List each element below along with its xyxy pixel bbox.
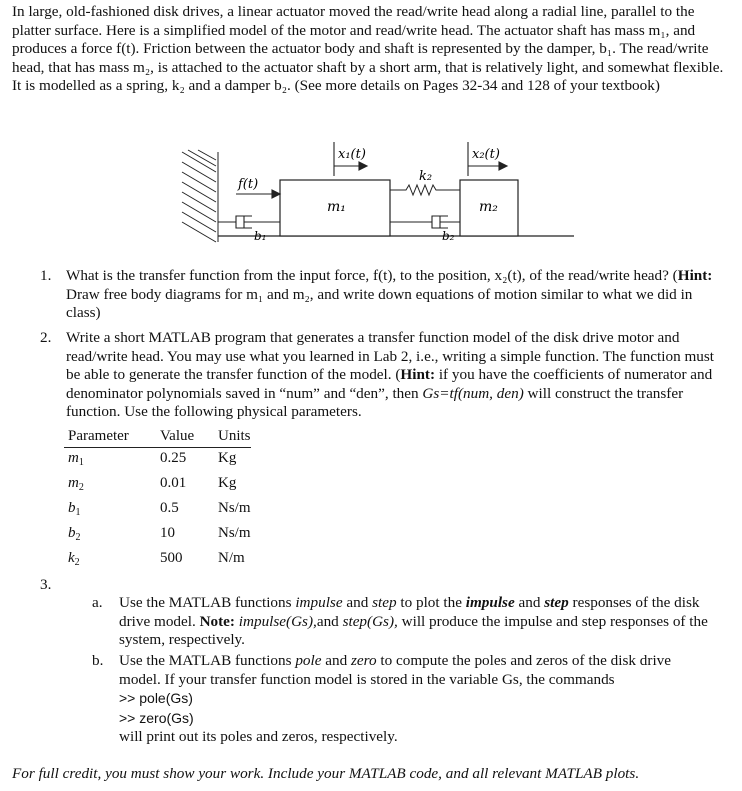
header-parameter: Parameter — [64, 428, 160, 448]
parameters-table — [64, 428, 251, 573]
label-m1: m₁ — [327, 199, 346, 215]
table-row — [64, 523, 251, 548]
q3a-t3: responses of the disk drive model. — [119, 594, 700, 630]
units-cell: Ns/m — [218, 525, 251, 541]
param-cell: $b_2$ — [68, 525, 81, 543]
param-cell: $m_2$ — [68, 475, 84, 493]
units-cell: N/m — [218, 550, 245, 566]
q1-text-b: Draw free body diagrams for m₁ and m₂, and write down equations of motion similar to what we did in class) — [66, 285, 693, 322]
wall-hatch-icon — [182, 150, 218, 242]
value-cell: 0.5 — [160, 500, 179, 516]
q3b-zero: zero — [351, 652, 377, 669]
q3b-t2: to compute the poles and zeros of the disk drive model. If your transfer function model is stored in the variable Gs, the commands — [119, 652, 672, 688]
value-cell: 500 — [160, 550, 183, 566]
q3a-and2: and — [514, 594, 545, 611]
label-force: f(t) — [238, 177, 259, 192]
q3a-step: step — [372, 594, 397, 611]
mechanical-diagram — [178, 138, 578, 248]
q1-text-a: What is the transfer function from the input force, f(t), to the position, x₂(t), of the read/write head? ( — [66, 267, 678, 284]
label-k2: k₂ — [419, 169, 433, 184]
question-2-number: 2. — [40, 329, 52, 346]
question-3a — [92, 594, 712, 650]
q3a-code1: impulse(Gs), — [238, 612, 317, 630]
q2-hint: Hint: — [400, 366, 436, 384]
q3a-and1: and — [342, 594, 373, 611]
q2-code: Gs=tf(num, den) — [422, 384, 524, 402]
q3b-letter: b. — [92, 652, 104, 669]
q3a-text — [119, 594, 712, 650]
table-row — [64, 498, 251, 523]
question-1-number: 1. — [40, 267, 52, 284]
label-x2: x₂(t) — [472, 147, 500, 162]
table-row — [64, 448, 251, 474]
q3b-and1: and — [321, 652, 352, 669]
question-1 — [66, 267, 726, 323]
footer-note: For full credit, you must show your work. Include your MATLAB code, and all relevant MATLAB plots. — [12, 765, 640, 782]
q3b-t3: will print out its poles and zeros, respectively. — [119, 728, 398, 746]
q3a-impulse-bold: impulse — [465, 594, 515, 611]
table-row — [64, 473, 251, 498]
spring-k2-icon — [390, 185, 460, 195]
intro-paragraph: In large, old-fashioned disk drives, a linear actuator moved the read/write head along a radial line, parallel to the platter surface. Here is a simplified model of the motor and read/write head. The actuator shaft has mass m₁, and produces a force f(t). Friction between the actuator body and shaft is represented by the damper, b₁. The read/write head, that has mass m₂, is attached to the actuator shaft by a short arm, that is relatively light, and somewhat flexible. It is modelled as a spring, k₂ and a damper b₂. (See more details on Pages 32-34 and 128 of your textbook) — [12, 3, 724, 95]
label-m2: m₂ — [479, 199, 498, 215]
question-3-number: 3. — [40, 576, 52, 593]
label-x1: x₁(t) — [338, 147, 366, 162]
q3a-step-bold: step — [544, 594, 569, 611]
q3a-t4: and — [316, 612, 343, 630]
q1-hint: Hint: — [677, 267, 713, 284]
value-cell: 0.01 — [160, 475, 187, 491]
label-b1: b₁ — [254, 229, 267, 243]
question-3b — [92, 652, 712, 747]
damper-b1-icon — [218, 216, 280, 228]
q2-text-c: will construct the transfer function. Use the following physical parameters. — [66, 384, 684, 421]
header-value: Value — [160, 428, 218, 448]
header-units: Units — [218, 428, 251, 448]
units-cell: Kg — [218, 475, 237, 491]
damper-b2-icon — [390, 216, 460, 228]
param-cell: $m_1$ — [68, 450, 84, 468]
table-row — [64, 548, 251, 573]
q3a-t2: to plot the — [396, 594, 466, 611]
units-cell: Ns/m — [218, 500, 251, 516]
q3a-t5: will produce the impulse and step responses of the system, respectively. — [119, 612, 708, 649]
q2-text-a: Write a short MATLAB program that generates a transfer function model of the disk drive motor and read/write head. You may use what you learned in Lab 2, i.e., writing a simple function. The function must be able to generate the transfer function of the model. ( — [66, 329, 714, 384]
q3a-letter: a. — [92, 594, 103, 611]
q3a-code2: step(Gs), — [342, 612, 398, 630]
q3b-command-zero: >> zero(Gs) — [119, 709, 194, 726]
q2-text-b: if you have the coefficients of numerator and denominator polynomials saved in “num” and “den”, then — [66, 366, 713, 402]
q3a-note: Note: — [199, 612, 235, 630]
question-2 — [66, 329, 726, 422]
label-b2: b₂ — [442, 229, 455, 243]
param-cell: $b_1$ — [68, 500, 81, 518]
units-cell: Kg — [218, 450, 237, 466]
q3a-t1: Use the MATLAB functions — [119, 594, 296, 611]
value-cell: 0.25 — [160, 450, 187, 466]
q3b-text — [119, 652, 712, 747]
q3b-t1: Use the MATLAB functions — [119, 652, 296, 669]
q3b-command-pole: >> pole(Gs) — [119, 690, 193, 707]
q3a-impulse: impulse — [295, 594, 343, 611]
q3b-pole: pole — [295, 652, 322, 669]
param-cell: $k_2$ — [68, 550, 80, 568]
value-cell: 10 — [160, 525, 175, 541]
